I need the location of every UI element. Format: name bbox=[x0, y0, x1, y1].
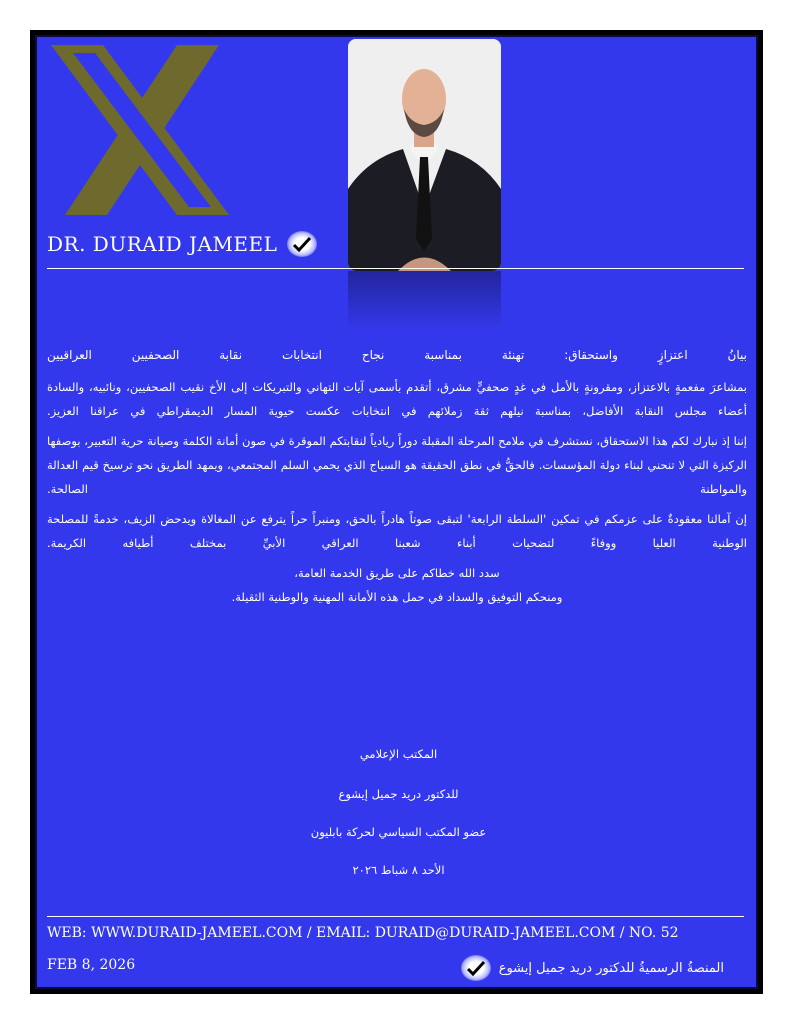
statement-paragraph: بمشاعرَ مفعمةٍ بالاعتزاز، ومقرونةٍ بالأمل في غدٍ صحفيٍّ مشرق، أتقدم بأسمى آيات التهاني والتبريكات إلى الأخ نقيب الصحفيين، ونائبيه، والسادة أعضاء مجلس النقابة الأفاضل، بمناسبة نيلهم ثقة زملائهم في انتخابات عكست حيوية المسار الديمقراطي في عراقنا العزيز. bbox=[47, 380, 747, 418]
statement-paragraph: إن آمالنا معقودةٌ على عزمكم في تمكين 'السلطة الرابعة' لتبقى صوتاً هادراً بالحق، ومنبراً حراً يترفع عن المغالاة ويدحض الزيف، خدمةً للمصلحة الوطنية العليا ووفاءً لتضحيات أبناء شعبنا العراقي الأبيِّ بمختلف أطيافه الكريمة. bbox=[47, 512, 747, 550]
signature-for: للدكتور دريد جميل إيشوع bbox=[338, 787, 459, 801]
statement-body bbox=[47, 343, 747, 615]
header-divider bbox=[47, 268, 744, 269]
verified-check-icon bbox=[287, 231, 317, 257]
signature-role: عضو المكتب السياسي لحركة بابليون bbox=[310, 825, 487, 839]
portrait-photo bbox=[348, 39, 501, 271]
footer-platform bbox=[461, 955, 724, 981]
header-name-row bbox=[47, 227, 317, 261]
closing-line: سدد الله خطاكم على طريق الخدمة العامة، bbox=[294, 566, 500, 580]
statement-paragraph: إننا إذ نبارك لكم هذا الاستحقاق، نستشرف في ملامح المرحلة المقبلة دوراً ريادياً لنقابتكم الموقرة في صون أمانة الكلمة وصيانة حرية التعبير، بوصفها الركيزة التي لا تنحني لبناء دولة المؤسسات. فالحقُّ في نطق الحقيقة هو السياج الذي يحمي السلم المجتمعي، ويمهد الطريق نحو ترسيخ قيم العدالة والمواطنة الصالحة. bbox=[47, 434, 747, 496]
footer-contact: WEB: WWW.DURAID-JAMEEL.COM / EMAIL: DURAID@DURAID-JAMEEL.COM / NO. 52 bbox=[47, 925, 679, 941]
photo-reflection bbox=[348, 271, 501, 331]
author-name: DR. DURAID JAMEEL bbox=[47, 232, 278, 256]
signature-date: الأحد ٨ شباط ٢٠٢٦ bbox=[352, 863, 445, 877]
verified-check-icon bbox=[461, 955, 491, 981]
footer-platform-label: المنصةُ الرسميةُ للدكتور دريد جميل إيشوع bbox=[498, 960, 724, 976]
closing-line: ومنحكم التوفيق والسداد في حمل هذه الأمانة المهنية والوطنية الثقيلة. bbox=[231, 590, 563, 604]
letter-page bbox=[35, 35, 758, 989]
signature-office: المكتب الإعلامي bbox=[359, 747, 438, 761]
footer-date: FEB 8, 2026 bbox=[47, 957, 136, 973]
footer-divider bbox=[47, 916, 744, 917]
x-logo-icon bbox=[51, 45, 229, 215]
statement-title: بيانُ اعتزازٍ واستحقاق: تهنئة بمناسبة نجاح انتخابات نقابة الصحفيين العراقيين bbox=[47, 348, 747, 362]
